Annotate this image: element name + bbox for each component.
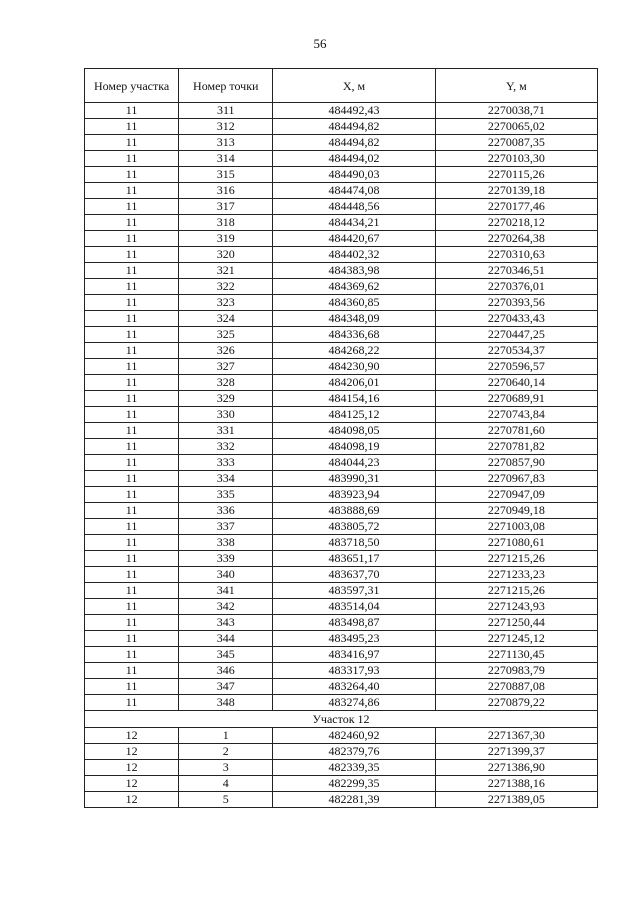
cell-x-coordinate: 484420,67 — [273, 231, 435, 247]
cell-y-coordinate: 2270115,26 — [435, 167, 597, 183]
table-row — [85, 519, 598, 535]
table-row — [85, 263, 598, 279]
cell-plot-number: 11 — [85, 631, 179, 647]
header-plot-number: Номер участка — [85, 69, 179, 103]
cell-x-coordinate: 482281,39 — [273, 792, 435, 808]
cell-point-number: 312 — [179, 119, 273, 135]
table-row — [85, 631, 598, 647]
cell-plot-number: 11 — [85, 311, 179, 327]
cell-point-number: 348 — [179, 695, 273, 711]
table-row — [85, 375, 598, 391]
table-row — [85, 135, 598, 151]
table-row — [85, 679, 598, 695]
cell-y-coordinate: 2271367,30 — [435, 728, 597, 744]
cell-y-coordinate: 2270781,60 — [435, 423, 597, 439]
cell-point-number: 4 — [179, 776, 273, 792]
cell-plot-number: 11 — [85, 487, 179, 503]
table-row — [85, 792, 598, 808]
cell-point-number: 321 — [179, 263, 273, 279]
cell-plot-number: 11 — [85, 167, 179, 183]
table-row — [85, 455, 598, 471]
cell-x-coordinate: 483637,70 — [273, 567, 435, 583]
table-row — [85, 695, 598, 711]
table-row — [85, 407, 598, 423]
cell-x-coordinate: 483990,31 — [273, 471, 435, 487]
cell-plot-number: 11 — [85, 199, 179, 215]
cell-x-coordinate: 483495,23 — [273, 631, 435, 647]
cell-x-coordinate: 483597,31 — [273, 583, 435, 599]
cell-point-number: 334 — [179, 471, 273, 487]
cell-point-number: 330 — [179, 407, 273, 423]
cell-point-number: 346 — [179, 663, 273, 679]
cell-y-coordinate: 2270947,09 — [435, 487, 597, 503]
cell-plot-number: 12 — [85, 744, 179, 760]
cell-y-coordinate: 2270983,79 — [435, 663, 597, 679]
cell-y-coordinate: 2270310,63 — [435, 247, 597, 263]
cell-point-number: 326 — [179, 343, 273, 359]
table-section-divider — [85, 711, 598, 728]
cell-x-coordinate: 483274,86 — [273, 695, 435, 711]
cell-plot-number: 11 — [85, 535, 179, 551]
cell-x-coordinate: 483416,97 — [273, 647, 435, 663]
cell-y-coordinate: 2270596,57 — [435, 359, 597, 375]
cell-x-coordinate: 483498,87 — [273, 615, 435, 631]
cell-plot-number: 11 — [85, 359, 179, 375]
cell-plot-number: 11 — [85, 599, 179, 615]
cell-plot-number: 11 — [85, 391, 179, 407]
table-row — [85, 327, 598, 343]
cell-y-coordinate: 2270879,22 — [435, 695, 597, 711]
cell-point-number: 338 — [179, 535, 273, 551]
cell-plot-number: 11 — [85, 135, 179, 151]
table-row — [85, 615, 598, 631]
cell-plot-number: 11 — [85, 551, 179, 567]
cell-y-coordinate: 2271243,93 — [435, 599, 597, 615]
cell-y-coordinate: 2270967,83 — [435, 471, 597, 487]
cell-plot-number: 11 — [85, 247, 179, 263]
cell-x-coordinate: 484490,03 — [273, 167, 435, 183]
table-row — [85, 744, 598, 760]
cell-plot-number: 11 — [85, 343, 179, 359]
cell-x-coordinate: 482299,35 — [273, 776, 435, 792]
page-number: 56 — [313, 36, 327, 51]
cell-point-number: 320 — [179, 247, 273, 263]
table-row — [85, 728, 598, 744]
cell-point-number: 331 — [179, 423, 273, 439]
cell-plot-number: 11 — [85, 407, 179, 423]
table-row — [85, 647, 598, 663]
cell-point-number: 335 — [179, 487, 273, 503]
table-row — [85, 311, 598, 327]
cell-y-coordinate: 2271245,12 — [435, 631, 597, 647]
table-header-row — [85, 69, 598, 103]
table-row — [85, 776, 598, 792]
cell-x-coordinate: 484474,08 — [273, 183, 435, 199]
table-row — [85, 231, 598, 247]
cell-y-coordinate: 2271215,26 — [435, 551, 597, 567]
cell-x-coordinate: 484206,01 — [273, 375, 435, 391]
cell-y-coordinate: 2270038,71 — [435, 103, 597, 119]
cell-y-coordinate: 2271233,23 — [435, 567, 597, 583]
cell-point-number: 332 — [179, 439, 273, 455]
cell-x-coordinate: 484125,12 — [273, 407, 435, 423]
cell-plot-number: 11 — [85, 695, 179, 711]
cell-x-coordinate: 484230,90 — [273, 359, 435, 375]
cell-point-number: 339 — [179, 551, 273, 567]
cell-x-coordinate: 484336,68 — [273, 327, 435, 343]
cell-plot-number: 11 — [85, 119, 179, 135]
cell-plot-number: 11 — [85, 263, 179, 279]
cell-point-number: 342 — [179, 599, 273, 615]
table-row — [85, 760, 598, 776]
table-row — [85, 599, 598, 615]
cell-plot-number: 11 — [85, 439, 179, 455]
table-row — [85, 583, 598, 599]
cell-y-coordinate: 2270743,84 — [435, 407, 597, 423]
cell-point-number: 2 — [179, 744, 273, 760]
table-row — [85, 567, 598, 583]
cell-x-coordinate: 483718,50 — [273, 535, 435, 551]
cell-y-coordinate: 2270393,56 — [435, 295, 597, 311]
cell-x-coordinate: 483805,72 — [273, 519, 435, 535]
table-row — [85, 295, 598, 311]
cell-point-number: 345 — [179, 647, 273, 663]
cell-x-coordinate: 482379,76 — [273, 744, 435, 760]
table-row — [85, 167, 598, 183]
cell-y-coordinate: 2271386,90 — [435, 760, 597, 776]
cell-x-coordinate: 484348,09 — [273, 311, 435, 327]
table-row — [85, 359, 598, 375]
cell-x-coordinate: 483923,94 — [273, 487, 435, 503]
cell-y-coordinate: 2270218,12 — [435, 215, 597, 231]
cell-point-number: 324 — [179, 311, 273, 327]
cell-y-coordinate: 2270534,37 — [435, 343, 597, 359]
cell-x-coordinate: 484360,85 — [273, 295, 435, 311]
table-row — [85, 183, 598, 199]
cell-plot-number: 11 — [85, 471, 179, 487]
cell-x-coordinate: 484383,98 — [273, 263, 435, 279]
cell-y-coordinate: 2270433,43 — [435, 311, 597, 327]
cell-point-number: 314 — [179, 151, 273, 167]
cell-plot-number: 11 — [85, 567, 179, 583]
table-row — [85, 391, 598, 407]
cell-point-number: 329 — [179, 391, 273, 407]
cell-y-coordinate: 2270065,02 — [435, 119, 597, 135]
cell-plot-number: 11 — [85, 375, 179, 391]
cell-y-coordinate: 2271130,45 — [435, 647, 597, 663]
cell-point-number: 317 — [179, 199, 273, 215]
cell-plot-number: 11 — [85, 615, 179, 631]
table-row — [85, 663, 598, 679]
cell-x-coordinate: 482460,92 — [273, 728, 435, 744]
header-y-coordinate: Y, м — [435, 69, 597, 103]
table-body-plot-11 — [85, 103, 598, 711]
cell-y-coordinate: 2271215,26 — [435, 583, 597, 599]
cell-y-coordinate: 2270857,90 — [435, 455, 597, 471]
table-row — [85, 471, 598, 487]
cell-y-coordinate: 2270264,38 — [435, 231, 597, 247]
cell-x-coordinate: 484268,22 — [273, 343, 435, 359]
cell-plot-number: 12 — [85, 792, 179, 808]
cell-x-coordinate: 484494,02 — [273, 151, 435, 167]
cell-x-coordinate: 484494,82 — [273, 135, 435, 151]
table-row — [85, 151, 598, 167]
cell-plot-number: 11 — [85, 103, 179, 119]
cell-y-coordinate: 2270103,30 — [435, 151, 597, 167]
cell-point-number: 337 — [179, 519, 273, 535]
cell-plot-number: 11 — [85, 231, 179, 247]
cell-point-number: 341 — [179, 583, 273, 599]
cell-y-coordinate: 2271003,08 — [435, 519, 597, 535]
cell-y-coordinate: 2270640,14 — [435, 375, 597, 391]
cell-point-number: 5 — [179, 792, 273, 808]
cell-y-coordinate: 2270447,25 — [435, 327, 597, 343]
cell-point-number: 333 — [179, 455, 273, 471]
cell-y-coordinate: 2271389,05 — [435, 792, 597, 808]
cell-y-coordinate: 2270887,08 — [435, 679, 597, 695]
cell-x-coordinate: 484492,43 — [273, 103, 435, 119]
cell-point-number: 340 — [179, 567, 273, 583]
cell-y-coordinate: 2271250,44 — [435, 615, 597, 631]
table-row — [85, 199, 598, 215]
coordinates-table — [84, 68, 598, 808]
cell-y-coordinate: 2270177,46 — [435, 199, 597, 215]
cell-x-coordinate: 483264,40 — [273, 679, 435, 695]
cell-point-number: 343 — [179, 615, 273, 631]
cell-x-coordinate: 484098,05 — [273, 423, 435, 439]
cell-point-number: 325 — [179, 327, 273, 343]
cell-y-coordinate: 2270087,35 — [435, 135, 597, 151]
section-row — [85, 711, 598, 728]
cell-y-coordinate: 2270346,51 — [435, 263, 597, 279]
cell-x-coordinate: 483514,04 — [273, 599, 435, 615]
cell-x-coordinate: 484494,82 — [273, 119, 435, 135]
cell-x-coordinate: 484369,62 — [273, 279, 435, 295]
cell-x-coordinate: 483651,17 — [273, 551, 435, 567]
table-row — [85, 215, 598, 231]
cell-point-number: 313 — [179, 135, 273, 151]
table-row — [85, 343, 598, 359]
cell-plot-number: 11 — [85, 183, 179, 199]
cell-point-number: 322 — [179, 279, 273, 295]
cell-plot-number: 11 — [85, 455, 179, 471]
cell-x-coordinate: 484402,32 — [273, 247, 435, 263]
cell-y-coordinate: 2270376,01 — [435, 279, 597, 295]
cell-plot-number: 11 — [85, 151, 179, 167]
cell-point-number: 319 — [179, 231, 273, 247]
table-row — [85, 103, 598, 119]
cell-point-number: 347 — [179, 679, 273, 695]
cell-x-coordinate: 483317,93 — [273, 663, 435, 679]
cell-point-number: 328 — [179, 375, 273, 391]
cell-plot-number: 11 — [85, 295, 179, 311]
table-row — [85, 119, 598, 135]
cell-plot-number: 11 — [85, 279, 179, 295]
cell-point-number: 327 — [179, 359, 273, 375]
cell-x-coordinate: 484154,16 — [273, 391, 435, 407]
table-row — [85, 487, 598, 503]
cell-point-number: 1 — [179, 728, 273, 744]
cell-x-coordinate: 484448,56 — [273, 199, 435, 215]
cell-y-coordinate: 2271388,16 — [435, 776, 597, 792]
cell-point-number: 344 — [179, 631, 273, 647]
cell-plot-number: 11 — [85, 679, 179, 695]
cell-point-number: 318 — [179, 215, 273, 231]
table-row — [85, 279, 598, 295]
cell-plot-number: 12 — [85, 776, 179, 792]
table-row — [85, 551, 598, 567]
cell-plot-number: 12 — [85, 728, 179, 744]
cell-y-coordinate: 2271080,61 — [435, 535, 597, 551]
cell-x-coordinate: 484098,19 — [273, 439, 435, 455]
cell-plot-number: 11 — [85, 215, 179, 231]
table-row — [85, 503, 598, 519]
section-title: Участок 12 — [85, 711, 598, 728]
cell-x-coordinate: 484434,21 — [273, 215, 435, 231]
cell-point-number: 315 — [179, 167, 273, 183]
table-row — [85, 247, 598, 263]
cell-plot-number: 11 — [85, 423, 179, 439]
cell-plot-number: 12 — [85, 760, 179, 776]
cell-y-coordinate: 2270139,18 — [435, 183, 597, 199]
table-row — [85, 423, 598, 439]
cell-y-coordinate: 2270949,18 — [435, 503, 597, 519]
cell-point-number: 316 — [179, 183, 273, 199]
cell-plot-number: 11 — [85, 583, 179, 599]
table-row — [85, 439, 598, 455]
cell-point-number: 323 — [179, 295, 273, 311]
cell-point-number: 311 — [179, 103, 273, 119]
cell-plot-number: 11 — [85, 519, 179, 535]
cell-y-coordinate: 2271399,37 — [435, 744, 597, 760]
cell-y-coordinate: 2270781,82 — [435, 439, 597, 455]
cell-point-number: 336 — [179, 503, 273, 519]
cell-plot-number: 11 — [85, 327, 179, 343]
table-body-plot-12 — [85, 728, 598, 808]
cell-point-number: 3 — [179, 760, 273, 776]
cell-plot-number: 11 — [85, 503, 179, 519]
cell-plot-number: 11 — [85, 647, 179, 663]
header-point-number: Номер точки — [179, 69, 273, 103]
cell-y-coordinate: 2270689,91 — [435, 391, 597, 407]
cell-x-coordinate: 484044,23 — [273, 455, 435, 471]
cell-plot-number: 11 — [85, 663, 179, 679]
cell-x-coordinate: 482339,35 — [273, 760, 435, 776]
cell-x-coordinate: 483888,69 — [273, 503, 435, 519]
header-x-coordinate: X, м — [273, 69, 435, 103]
table-row — [85, 535, 598, 551]
